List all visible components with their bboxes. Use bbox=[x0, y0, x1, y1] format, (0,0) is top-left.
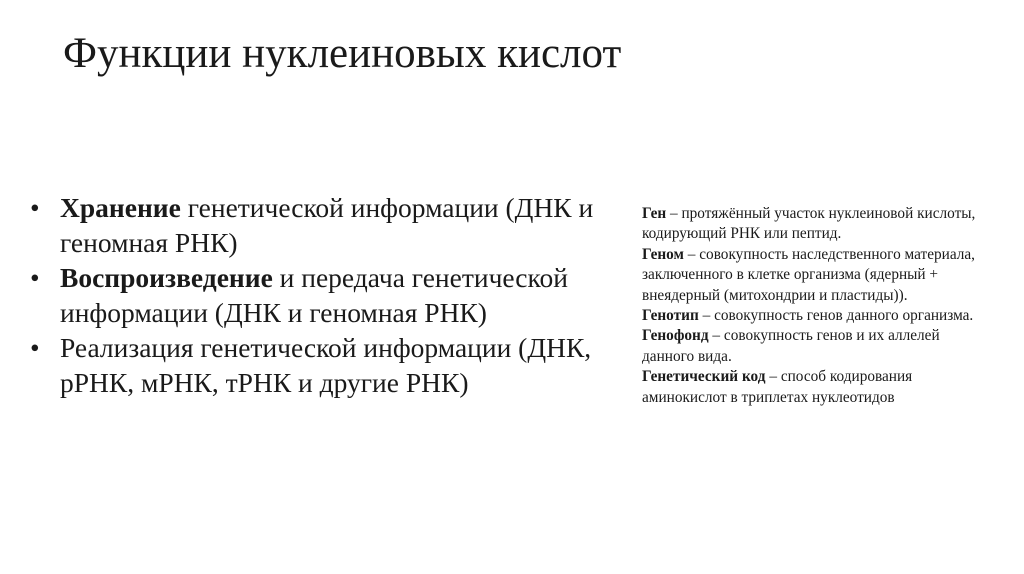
bullet-bold-term: Хранение bbox=[60, 192, 181, 223]
definition-text: – протяжённый участок нуклеиновой кислоты, кодирующий РНК или пептид. bbox=[642, 205, 976, 243]
definition-term: Ген bbox=[642, 205, 667, 222]
definition-term: Генотип bbox=[642, 307, 699, 325]
definition-term: Генетический код bbox=[642, 368, 766, 386]
definition-term: Геном bbox=[642, 245, 684, 263]
definition-genetic-code bbox=[642, 367, 987, 408]
bullet-item-storage bbox=[30, 190, 605, 260]
definition-term: Генофонд bbox=[642, 327, 709, 345]
definition-gene bbox=[642, 204, 987, 245]
slide-title: Функции нуклеиновых кислот bbox=[63, 30, 622, 77]
bullet-icon: • bbox=[30, 332, 40, 363]
definition-text: – способ кодирования аминокислот в триплетах нуклеотидов bbox=[642, 368, 913, 406]
bullet-icon: • bbox=[30, 192, 40, 223]
definitions-block bbox=[642, 204, 987, 408]
functions-list bbox=[30, 190, 605, 400]
bullet-item-realization bbox=[30, 330, 605, 400]
bullet-bold-term: Воспроизведение bbox=[60, 262, 273, 293]
definition-genotype bbox=[642, 306, 987, 326]
bullet-item-reproduction bbox=[30, 260, 605, 330]
bullet-text: генетической информации (ДНК и геномная РНК) bbox=[60, 192, 594, 258]
definition-text: – совокупность генов данного организма. bbox=[698, 307, 974, 325]
definition-genome bbox=[642, 245, 987, 306]
bullet-text: Реализация генетической информации (ДНК, рРНК, мРНК, тРНК и другие РНК) bbox=[60, 332, 592, 398]
definition-text: – совокупность генов и их аллелей данного вида. bbox=[642, 327, 940, 365]
definition-gene-pool bbox=[642, 326, 987, 367]
bullet-text: и передача генетической информации (ДНК и геномная РНК) bbox=[60, 262, 568, 328]
definition-text: – совокупность наследственного материала, заключенного в клетке организма (ядерный + внеядерный (митохондрии и пластиды)). bbox=[642, 245, 975, 304]
bullet-icon: • bbox=[30, 262, 40, 293]
